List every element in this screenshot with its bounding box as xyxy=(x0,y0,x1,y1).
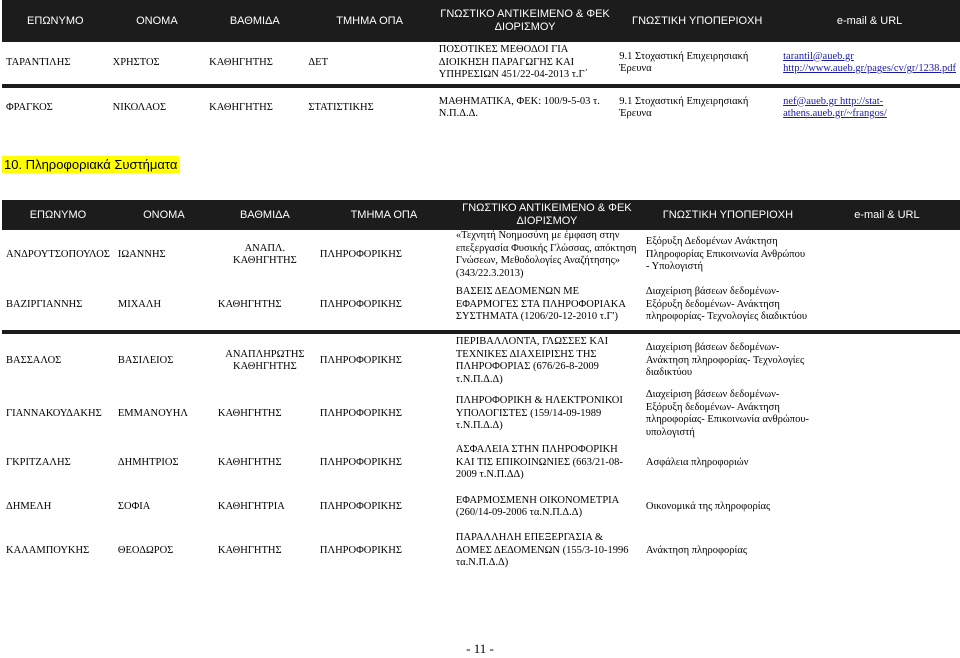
table-row xyxy=(2,280,960,330)
cell-surname: ΓΚΡΙΤΖΑΛΗΣ xyxy=(6,456,71,468)
cell-sub-area: Διαχείριση βάσεων δεδομένων- Εξόρυξη δεδομένων- Ανάκτηση πληροφορίας- Επικοινωνία ανθρώπου-υπολογιστή xyxy=(645,389,810,438)
cell-contact xyxy=(814,230,960,280)
cell-subject: ΠΟΣΟΤΙΚΕΣ ΜΕΘΟΔΟΙ ΓΙΑ ΔΙΟΙΚΗΣΗ ΠΑΡΑΓΩΓΗΣ ΚΑΙ ΥΠΗΡΕΣΙΩΝ 451/22-04-2013 τ.Γ΄ xyxy=(438,44,589,81)
table-row xyxy=(2,88,960,128)
cell-subject: ΕΦΑΡΜΟΣΜΕΝΗ ΟΙΚΟΝΟΜΕΤΡΙΑ (260/14-09-2006 τα.Ν.Π.Δ.Δ) xyxy=(455,494,619,518)
cell-rank: ΑΝΑΠΛ. ΚΑΘΗΓΗΤΗΣ xyxy=(233,242,297,266)
cell-contact xyxy=(814,334,960,388)
cell-contact xyxy=(814,486,960,528)
cell-surname: ΔΗΜΕΛΗ xyxy=(6,500,52,512)
table-row xyxy=(2,334,960,388)
table-row xyxy=(2,440,960,486)
cell-subject: ΒΑΣΕΙΣ ΔΕΔΟΜΕΝΩΝ ΜΕ ΕΦΑΡΜΟΓΕΣ ΣΤΑ ΠΛΗΡΟΦΟΡΙΑΚΑ ΣΥΣΤΗΜΑΤΑ (1206/20-12-2010 τ.Γ') xyxy=(455,286,626,323)
header-contact: e-mail & URL xyxy=(814,200,960,230)
cell-rank: ΚΑΘΗΓΗΤΗΣ xyxy=(217,456,282,468)
cell-name: ΣΟΦΙΑ xyxy=(117,500,151,512)
table-row xyxy=(2,388,960,440)
cell-subject: ΑΣΦΑΛΕΙΑ ΣΤΗΝ ΠΛΗΡΟΦΟΡΙΚΗ ΚΑΙ ΤΙΣ ΕΠΙΚΟΙΝΩΝΙΕΣ (663/21-08-2009 τ.Ν.Π.ΔΔ) xyxy=(455,444,623,481)
cell-sub-area: 9.1 Στοχαστική Επιχειρησιακή Έρευνα xyxy=(619,95,749,119)
cell-contact-link[interactable]: nef@aueb.gr http://stat-athens.aueb.gr/~frangos/ xyxy=(783,95,887,119)
cell-name: ΕΜΜΑΝΟΥΗΛ xyxy=(117,407,188,419)
cell-sub-area: Ασφάλεια πληροφοριών xyxy=(645,456,749,468)
cell-name: ΒΑΣΙΛΕΙΟΣ xyxy=(117,354,174,366)
cell-sub-area: Ανάκτηση πληροφορίας xyxy=(645,544,748,556)
cell-dept: ΠΛΗΡΟΦΟΡΙΚΗΣ xyxy=(319,298,402,310)
cell-subject: ΜΑΘΗΜΑΤΙΚΑ, ΦΕΚ: 100/9-5-03 τ. Ν.Π.Δ.Δ. xyxy=(438,95,600,119)
cell-surname: ΓΙΑΝΝΑΚΟΥΔΑΚΗΣ xyxy=(6,407,102,419)
cell-dept: ΠΛΗΡΟΦΟΡΙΚΗΣ xyxy=(319,456,402,468)
header-surname: ΕΠΩΝΥΜΟ xyxy=(2,0,109,42)
cell-sub-area: Οικονομικά της πληροφορίας xyxy=(645,500,771,512)
cell-rank: ΚΑΘΗΓΗΤΗΣ xyxy=(209,56,273,68)
cell-dept: ΠΛΗΡΟΦΟΡΙΚΗΣ xyxy=(319,407,402,419)
header-sub-area: ΓΝΩΣΤΙΚΗ ΥΠΟΠΕΡΙΟΧΗ xyxy=(615,0,779,42)
cell-contact-link[interactable]: tarantil@aueb.gr http://www.aueb.gr/pages/cv/gr/1238.pdf xyxy=(783,50,956,74)
cell-sub-area: Εξόρυξη Δεδομένων Ανάκτηση Πληροφορίας Επικοινωνία Ανθρώπου - Υπολογιστή xyxy=(645,236,806,273)
cell-surname: ΒΑΣΣΑΛΟΣ xyxy=(6,354,62,366)
cell-name: ΝΙΚΟΛΑΟΣ xyxy=(112,101,167,113)
header-name: ΟΝΟΜΑ xyxy=(114,200,214,230)
cell-surname: ΤΑΡΑΝΤΙΛΗΣ xyxy=(6,56,71,68)
cell-sub-area: Διαχείριση βάσεων δεδομένων- Εξόρυξη δεδομένων- Ανάκτηση πληροφορίας- Τεχνολογίες διαδικτύου xyxy=(645,286,808,323)
cell-dept: ΠΛΗΡΟΦΟΡΙΚΗΣ xyxy=(319,248,402,260)
cell-name: ΧΡΗΣΤΟΣ xyxy=(112,56,160,68)
table-top xyxy=(2,0,960,128)
section-title: 10. Πληροφοριακά Συστήματα xyxy=(4,157,178,172)
table-row xyxy=(2,528,960,574)
cell-dept: ΣΤΑΤΙΣΤΙΚΗΣ xyxy=(308,101,374,113)
table-information-systems xyxy=(2,200,960,574)
cell-name: ΙΩΑΝΝΗΣ xyxy=(117,248,166,260)
table-header-row xyxy=(2,200,960,230)
cell-subject: ΠΑΡΑΛΛΗΛΗ ΕΠΕΞΕΡΓΑΣΙΑ & ΔΟΜΕΣ ΔΕΔΟΜΕΝΩΝ (155/3-10-1996 τα.Ν.Π.Δ.Δ) xyxy=(455,532,629,569)
table-row xyxy=(2,42,960,84)
cell-subject: ΠΛΗΡΟΦΟΡΙΚΗ & ΗΛΕΚΤΡΟΝΙΚΟΙ ΥΠΟΛΟΓΙΣΤΕΣ (159/14-09-1989 τ.Ν.Π.Δ.Δ) xyxy=(455,395,623,432)
header-rank: ΒΑΘΜΙΔΑ xyxy=(205,0,304,42)
cell-rank: ΚΑΘΗΓΗΤΗΣ xyxy=(217,544,282,556)
header-subject: ΓΝΩΣΤΙΚΟ ΑΝΤΙΚΕΙΜΕΝΟ & ΦΕΚ ΔΙΟΡΙΣΜΟΥ xyxy=(435,0,615,42)
cell-rank: ΑΝΑΠΛΗΡΩΤΗΣ ΚΑΘΗΓΗΤΗΣ xyxy=(225,348,305,372)
header-contact: e-mail & URL xyxy=(779,0,960,42)
cell-name: ΘΕΟΔΩΡΟΣ xyxy=(117,544,174,556)
header-subject: ΓΝΩΣΤΙΚΟ ΑΝΤΙΚΕΙΜΕΝΟ & ΦΕΚ ΔΙΟΡΙΣΜΟΥ xyxy=(452,200,642,230)
header-dept: ΤΜΗΜΑ ΟΠΑ xyxy=(316,200,452,230)
cell-rank: ΚΑΘΗΓΗΤΗΣ xyxy=(217,407,282,419)
cell-name: ΔΗΜΗΤΡΙΟΣ xyxy=(117,456,179,468)
page-number: - 11 - xyxy=(466,641,494,656)
cell-surname: ΦΡΑΓΚΟΣ xyxy=(6,101,53,113)
cell-contact xyxy=(814,280,960,330)
cell-rank: ΚΑΘΗΓΗΤΗΣ xyxy=(209,101,273,113)
cell-contact xyxy=(814,388,960,440)
cell-rank: ΚΑΘΗΓΗΤΗΣ xyxy=(217,298,282,310)
cell-dept: ΠΛΗΡΟΦΟΡΙΚΗΣ xyxy=(319,544,402,556)
table-row xyxy=(2,230,960,280)
header-rank: ΒΑΘΜΙΔΑ xyxy=(214,200,316,230)
cell-name: ΜΙΧΑΛΗ xyxy=(117,298,162,310)
cell-dept: ΠΛΗΡΟΦΟΡΙΚΗΣ xyxy=(319,354,402,366)
cell-rank: ΚΑΘΗΓΗΤΡΙΑ xyxy=(217,500,285,512)
cell-sub-area: Διαχείριση βάσεων δεδομένων- Ανάκτηση πληροφορίας- Τεχνολογίες διαδικτύου xyxy=(645,342,805,379)
cell-sub-area: 9.1 Στοχαστική Επιχειρησιακή Έρευνα xyxy=(619,50,749,74)
cell-contact xyxy=(814,440,960,486)
cell-contact xyxy=(814,528,960,574)
cell-subject: ΠΕΡΙΒΑΛΛΟΝΤΑ, ΓΛΩΣΣΕΣ ΚΑΙ ΤΕΧΝΙΚΕΣ ΔΙΑΧΕΙΡΙΣΗΣ ΤΗΣ ΠΛΗΡΟΦΟΡΙΑΣ (676/26-8-2009 τ.Ν.Π.Δ.Δ) xyxy=(455,336,609,385)
header-surname: ΕΠΩΝΥΜΟ xyxy=(2,200,114,230)
cell-dept: ΠΛΗΡΟΦΟΡΙΚΗΣ xyxy=(319,500,402,512)
table-header-row xyxy=(2,0,960,42)
cell-surname: ΑΝΔΡΟΥΤΣΟΠΟΥΛΟΣ xyxy=(6,248,110,260)
header-dept: ΤΜΗΜΑ ΟΠΑ xyxy=(304,0,434,42)
cell-surname: ΒΑΖΙΡΓΙΑΝΝΗΣ xyxy=(6,298,83,310)
header-name: ΟΝΟΜΑ xyxy=(109,0,206,42)
header-sub-area: ΓΝΩΣΤΙΚΗ ΥΠΟΠΕΡΙΟΧΗ xyxy=(642,200,814,230)
cell-subject: «Τεχνητή Νοημοσύνη με έμφαση στην επεξεργασία Φυσικής Γλώσσας, απόκτηση Γνώσεων, Μεθοδολογίες Αναζήτησης» (343/22.3.2013) xyxy=(455,230,637,279)
cell-surname: ΚΑΛΑΜΠΟΥΚΗΣ xyxy=(6,544,90,556)
table-row xyxy=(2,486,960,528)
cell-dept: ΔΕΤ xyxy=(308,56,329,68)
